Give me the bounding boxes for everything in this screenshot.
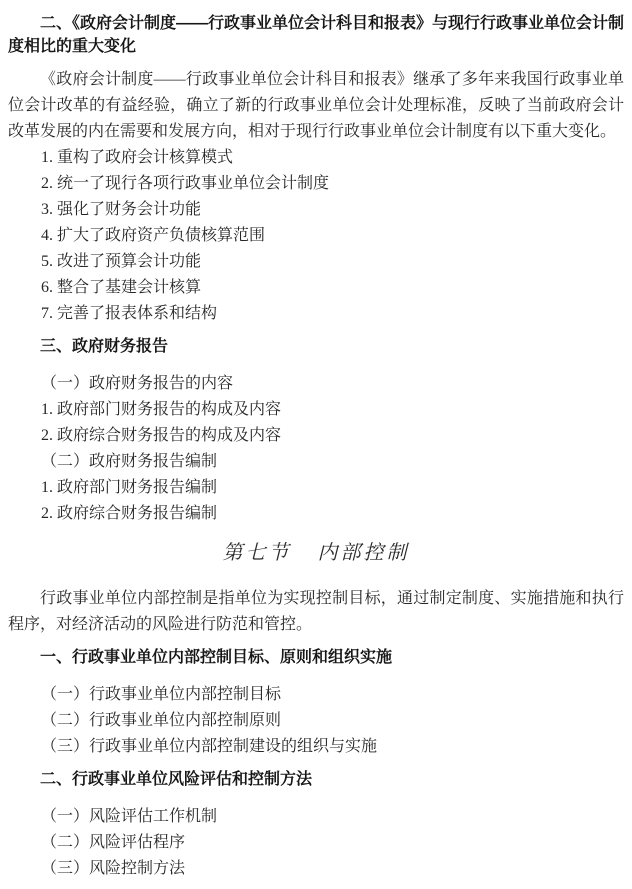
section-name: 内部控制 (317, 542, 410, 564)
heading-risk-assessment: 二、行政事业单位风险评估和控制方法 (40, 771, 313, 788)
list-item: 1. 政府部门财务报告的构成及内容 (41, 401, 282, 418)
list-item: 4. 扩大了政府资产负债核算范围 (41, 227, 266, 244)
list-item: 1. 重构了政府会计核算模式 (41, 149, 234, 166)
heading-internal-control-goals: 一、行政事业单位内部控制目标、原则和组织实施 (40, 649, 393, 666)
list-item: 1. 政府部门财务报告编制 (41, 479, 218, 496)
list-item: 2. 政府综合财务报告的构成及内容 (41, 427, 282, 444)
section-title (8, 539, 624, 568)
risk-assessment-list (8, 804, 624, 882)
section-intro-paragraph: 行政事业单位内部控制是指单位为实现控制目标，通过制定制度、实施措施和执行程序，对经济活动的风险进行防范和管控。 (8, 590, 624, 633)
list-item: （二）政府财务报告编制 (41, 453, 218, 470)
intro-paragraph: 《政府会计制度——行政事业单位会计科目和报表》继承了多年来我国行政事业单位会计改革的有益经验，确立了新的行政事业单位会计处理标准，反映了当前政府会计改革发展的内在需要和发展方向，相对于现行行政事业单位会计制度有以下重大变化。 (8, 71, 624, 140)
list-item: （三）风险控制方法 (41, 860, 186, 877)
list-item: （二）风险评估程序 (41, 834, 186, 851)
list-item: （一）政府财务报告的内容 (41, 375, 234, 392)
list-item: 6. 整合了基建会计核算 (41, 279, 202, 296)
list-item: （一）行政事业单位内部控制目标 (41, 686, 282, 703)
section-number: 第七节 (222, 542, 292, 564)
changes-list (8, 145, 624, 327)
list-item: 3. 强化了财务会计功能 (41, 201, 202, 218)
list-item: 5. 改进了预算会计功能 (41, 253, 202, 270)
list-item: （一）风险评估工作机制 (41, 808, 218, 825)
list-item: 2. 统一了现行各项行政事业单位会计制度 (41, 175, 330, 192)
internal-control-goals-list (8, 682, 624, 760)
heading-major-changes: 二、《政府会计制度——行政事业单位会计科目和报表》与现行行政事业单位会计制度相比的重大变化 (8, 15, 625, 55)
list-item: 2. 政府综合财务报告编制 (41, 505, 218, 522)
list-item: （二）行政事业单位内部控制原则 (41, 712, 282, 729)
list-item: （三）行政事业单位内部控制建设的组织与实施 (41, 738, 378, 755)
list-item: 7. 完善了报表体系和结构 (41, 305, 218, 322)
report-outline-list (8, 371, 624, 527)
heading-gov-financial-report: 三、政府财务报告 (40, 338, 169, 355)
